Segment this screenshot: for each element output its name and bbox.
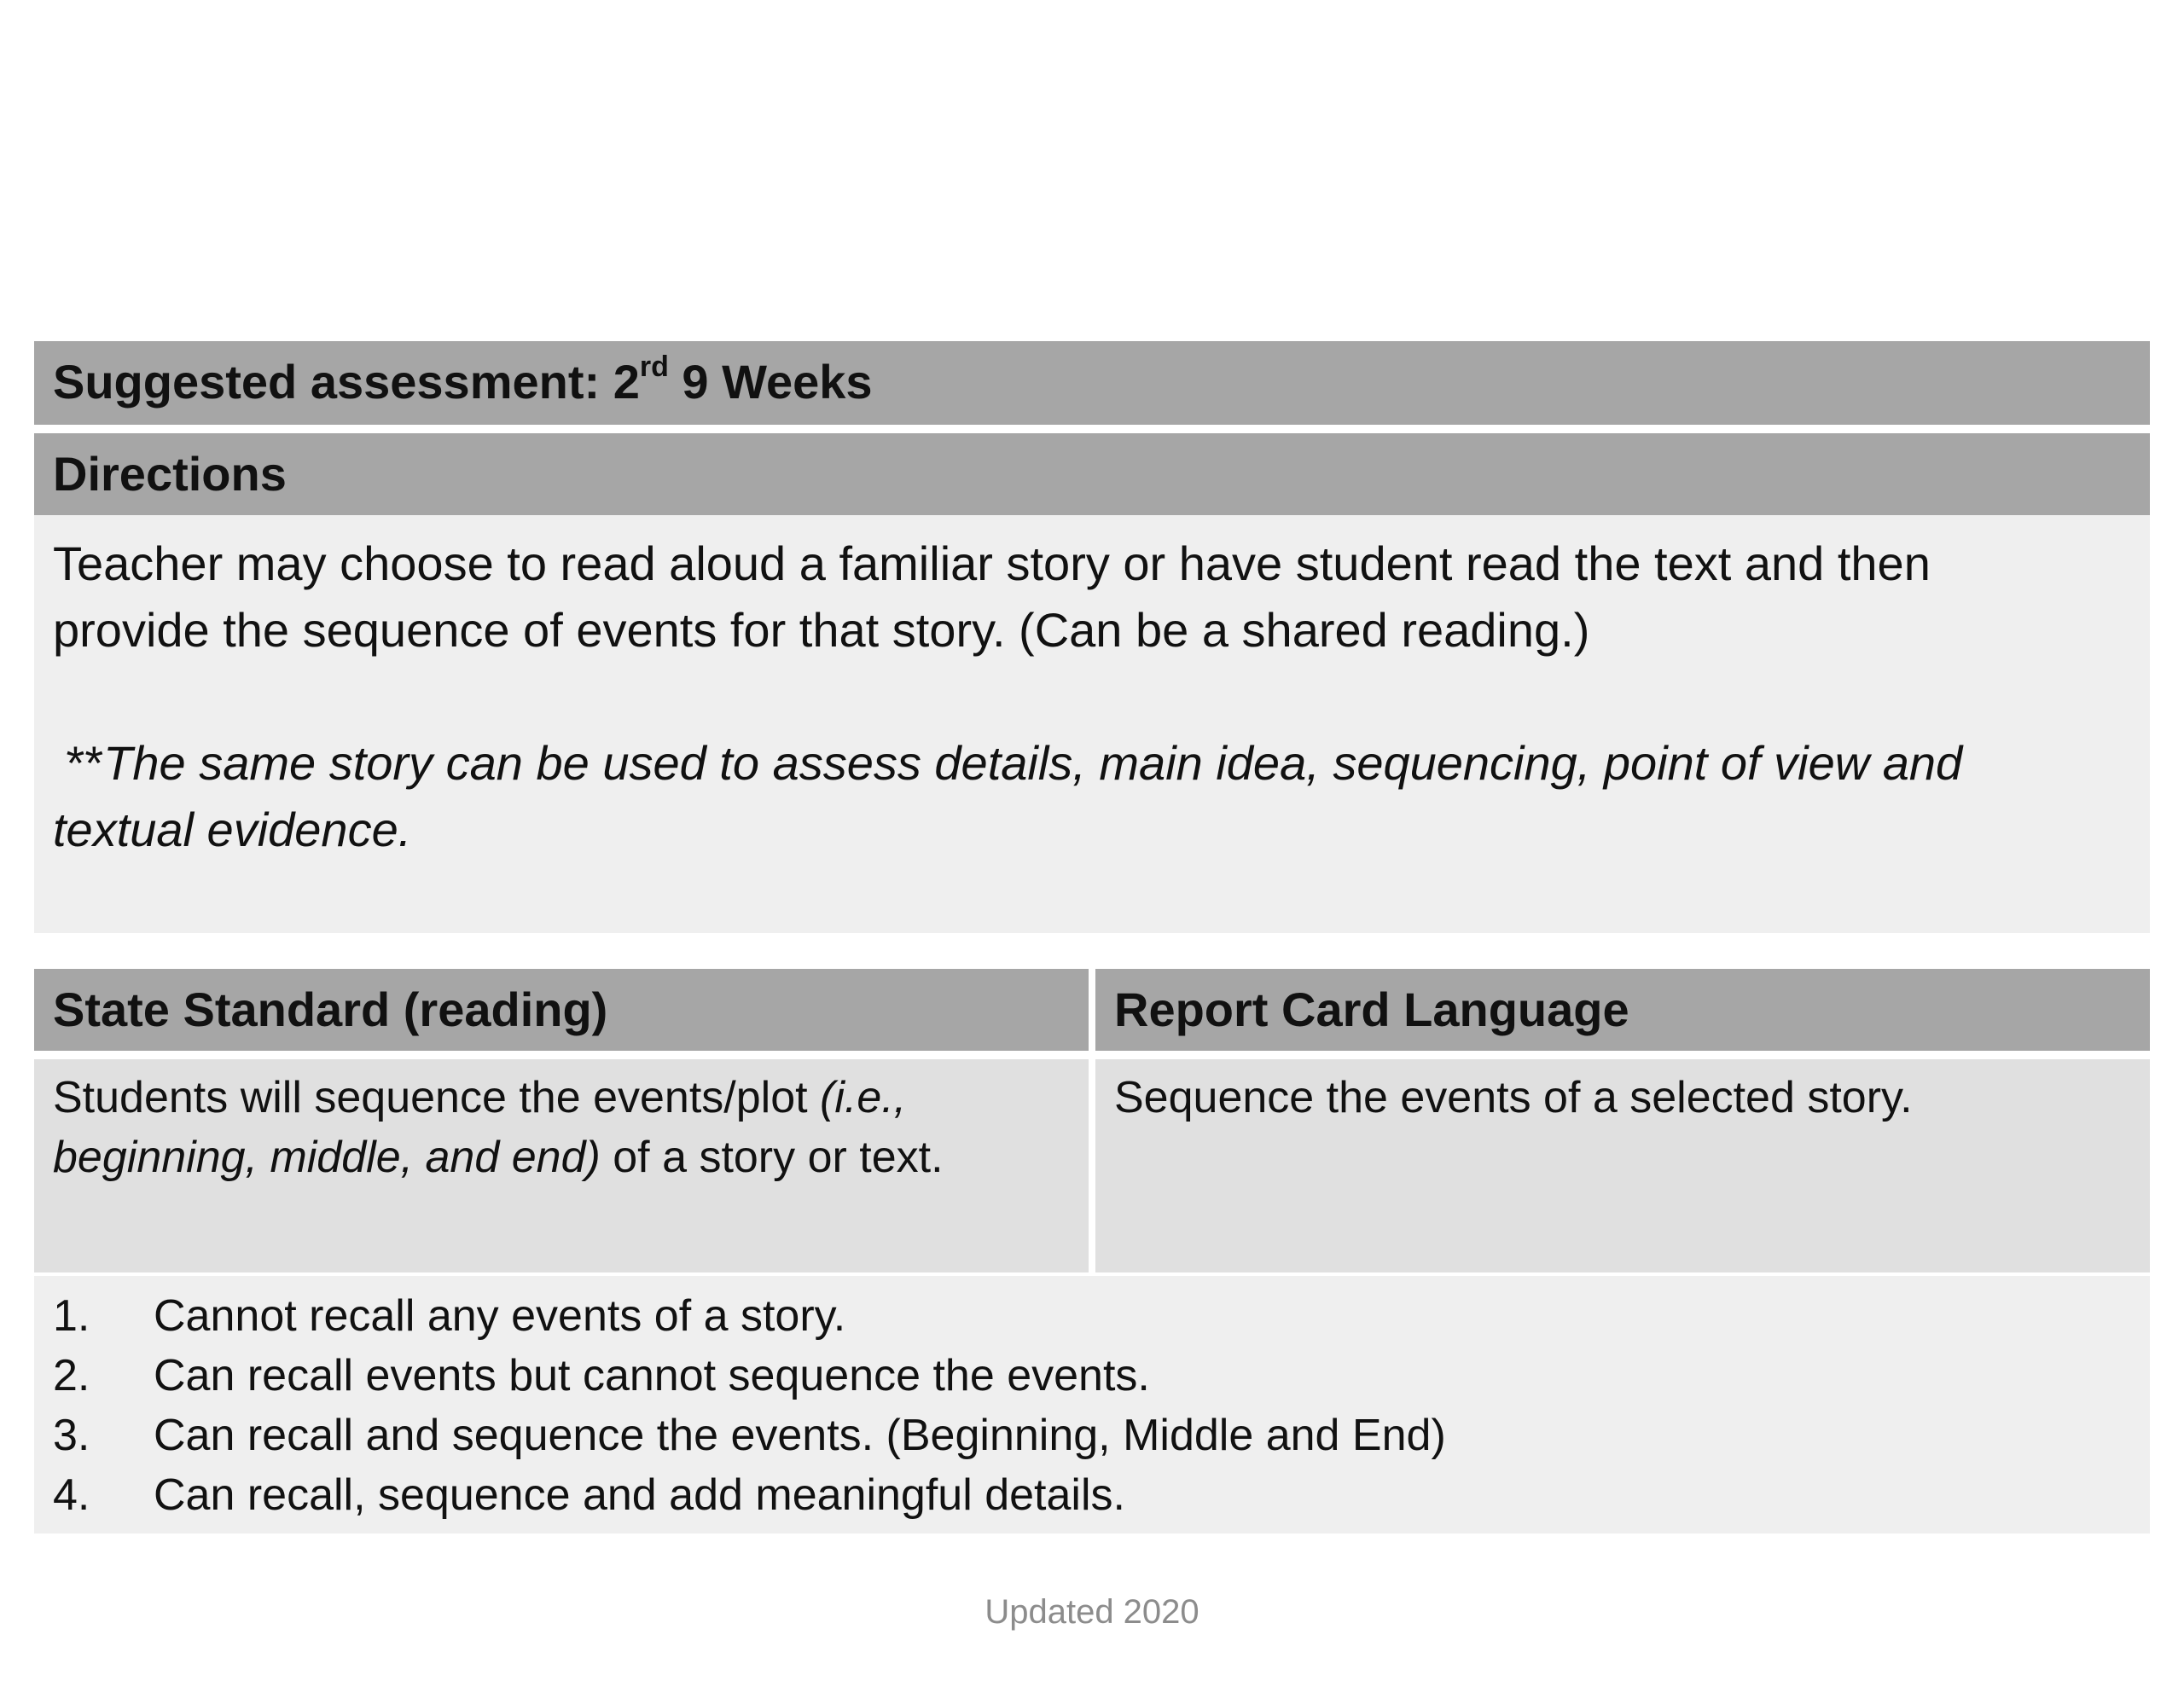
rubric-item-text: Can recall and sequence the events. (Beginning, Middle and End) [154, 1411, 1446, 1460]
rubric-item [53, 1286, 845, 1346]
state-standard-text-a: Students will sequence the events/plot [53, 1073, 821, 1122]
report-card-text: Sequence the events of a selected story. [1114, 1073, 1913, 1122]
state-standard-text-b: of a story or text. [600, 1133, 944, 1182]
directions-note-text: The same story can be used to assess details, main idea, sequencing, point of view and textual evidence. [53, 736, 1963, 856]
assessment-title-suffix: 9 Weeks [668, 355, 873, 409]
directions-note-stars: ** [53, 736, 104, 790]
assessment-title-ordinal: rd [639, 351, 669, 384]
assessment-header [34, 341, 2150, 425]
directions-paragraph: Teacher may choose to read aloud a familiar story or have student read the text and then provide the sequence of events for that story. (Can be a shared reading.) [53, 536, 1931, 657]
rubric-item-text: Can recall events but cannot sequence the events. [154, 1351, 1150, 1400]
rubric-item-text: Cannot recall any events of a story. [154, 1291, 846, 1341]
rubric-item-number: 2. [53, 1351, 90, 1400]
rubric-item-number: 4. [53, 1470, 90, 1520]
rubric-item-number: 3. [53, 1411, 90, 1460]
directions-note [53, 730, 2099, 863]
state-standard-cell [34, 1059, 1089, 1272]
directions-heading: Directions [53, 447, 287, 501]
rubric-item-number: 1. [53, 1291, 90, 1341]
rubric-item [53, 1465, 1125, 1525]
report-card-cell [1095, 1059, 2150, 1272]
state-standard-text [53, 1068, 1054, 1187]
rubric-cell [34, 1276, 2150, 1533]
directions-body [34, 515, 2150, 933]
rubric-item [53, 1406, 1446, 1465]
report-card-heading: Report Card Language [1114, 983, 1629, 1036]
assessment-title-prefix: Suggested assessment: 2 [53, 355, 640, 409]
rubric-item-text: Can recall, sequence and add meaningful details. [154, 1470, 1125, 1520]
state-standard-heading: State Standard (reading) [53, 983, 608, 1036]
rubric-item [53, 1346, 1150, 1406]
directions-header [34, 433, 2150, 515]
state-standard-header [34, 969, 1089, 1051]
report-card-header [1095, 969, 2150, 1051]
footer-updated: Updated 2020 [985, 1593, 1199, 1631]
state-standard-text-italic: (i.e., beginning, middle, and end) [53, 1073, 907, 1182]
